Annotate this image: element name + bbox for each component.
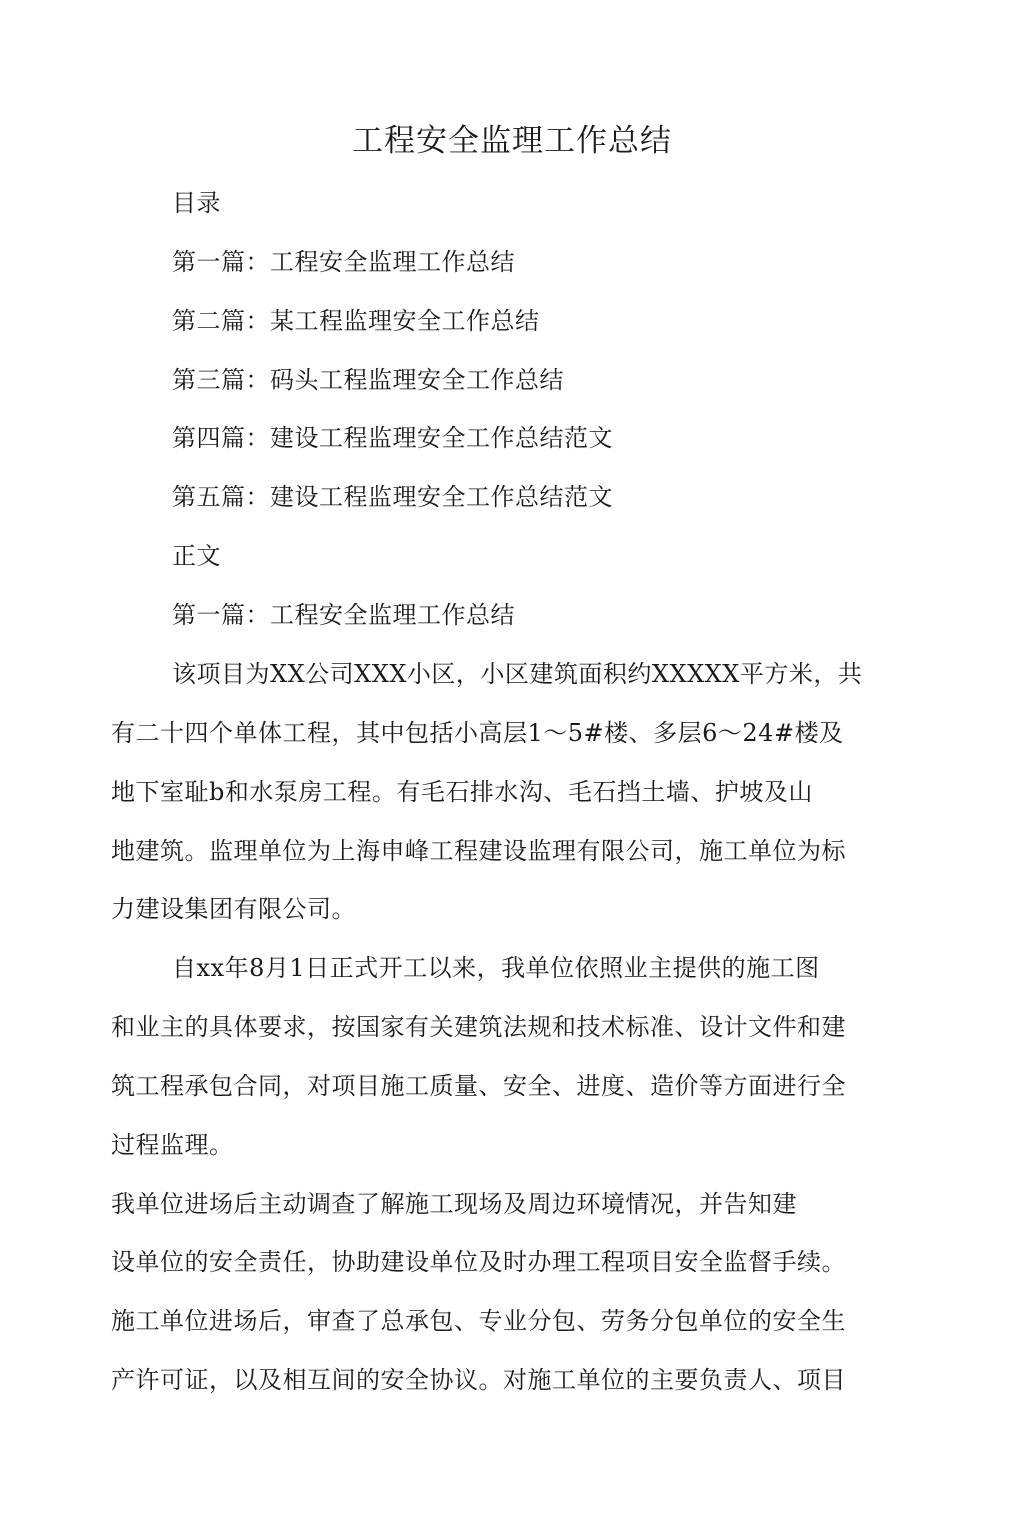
paragraph-line: 有二十四个单体工程，其中包括小高层1～5#楼、多层6～24#楼及 (111, 719, 844, 747)
paragraph-line: 施工单位进场后，审查了总承包、专业分包、劳务分包单位的安全生 (111, 1307, 846, 1335)
section-title: 第一篇：工程安全监理工作总结 (172, 601, 515, 629)
toc-item-5: 第五篇：建设工程监理安全工作总结范文 (172, 483, 613, 511)
toc-heading: 目录 (172, 189, 221, 217)
toc-item-2: 第二篇：某工程监理安全工作总结 (172, 307, 540, 335)
paragraph-line: 地下室耻b和水泵房工程。有毛石排水沟、毛石挡土墙、护坡及山 (111, 778, 813, 806)
paragraph-line: 过程监理。 (111, 1131, 234, 1159)
toc-item-4: 第四篇：建设工程监理安全工作总结范文 (172, 424, 613, 452)
paragraph-line: 地建筑。监理单位为上海申峰工程建设监理有限公司，施工单位为标 (111, 837, 846, 865)
document-title: 工程安全监理工作总结 (352, 123, 672, 159)
paragraph-line: 筑工程承包合同，对项目施工质量、安全、进度、造价等方面进行全 (111, 1072, 846, 1100)
paragraph-line: 和业主的具体要求，按国家有关建筑法规和技术标准、设计文件和建 (111, 1013, 846, 1041)
toc-item-1: 第一篇：工程安全监理工作总结 (172, 248, 515, 276)
paragraph-line: 我单位进场后主动调查了解施工现场及周边环境情况，并告知建 (111, 1190, 797, 1218)
paragraph-line: 力建设集团有限公司。 (111, 895, 356, 923)
toc-item-3: 第三篇：码头工程监理安全工作总结 (172, 366, 564, 394)
paragraph-line: 设单位的安全责任，协助建设单位及时办理工程项目安全监督手续。 (111, 1248, 846, 1276)
paragraph-line: 产许可证，以及相互间的安全协议。对施工单位的主要负责人、项目 (111, 1366, 846, 1394)
paragraph-line: 自xx年8月1日正式开工以来，我单位依照业主提供的施工图 (172, 954, 820, 982)
paragraph-line: 该项目为XX公司XXX小区，小区建筑面积约XXXXX平方米，共 (172, 660, 863, 688)
body-heading: 正文 (172, 542, 221, 570)
